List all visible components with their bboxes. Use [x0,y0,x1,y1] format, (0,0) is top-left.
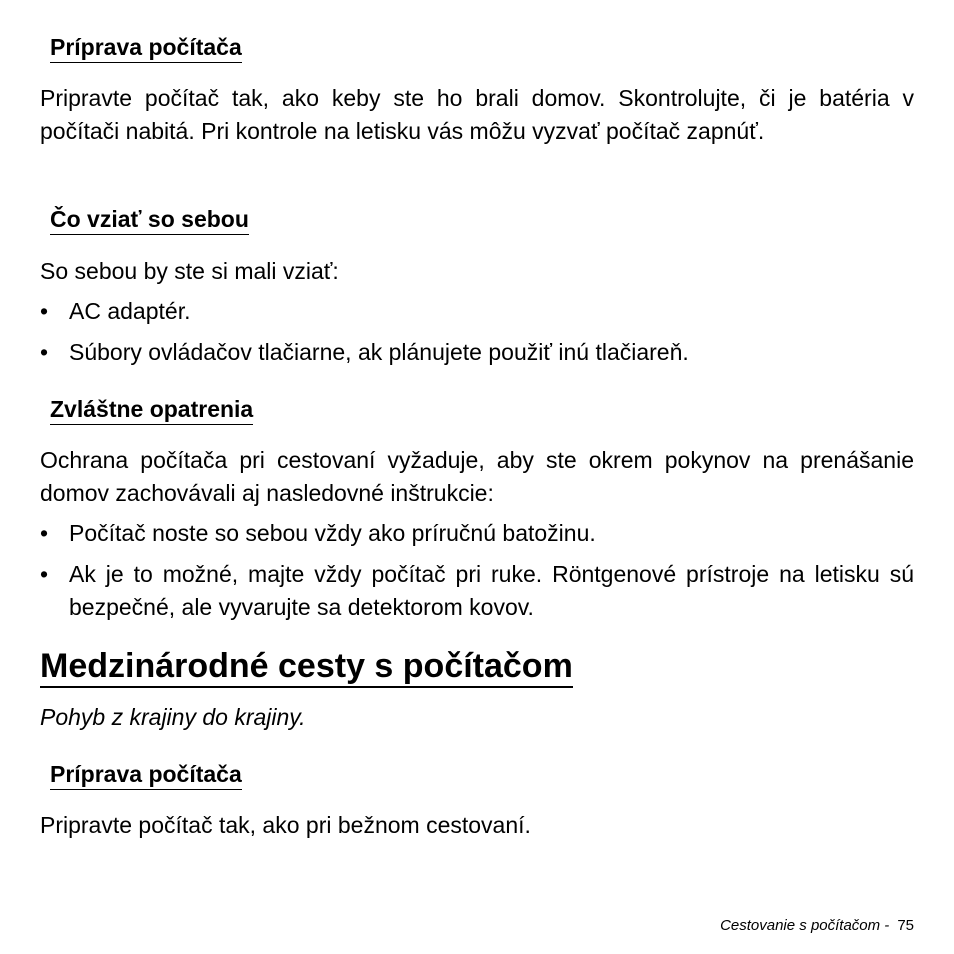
list-item-prirucna-batozina [40,517,914,550]
list-item-text: Počítač noste so sebou vždy ako príručnú batožinu. [69,520,596,546]
bullet-glyph: • [40,339,49,365]
page-number: 75 [897,917,914,934]
paragraph-priprava-pocitaca: Pripravte počítač tak, ako keby ste ho brali domov. Skontrolujte, či je batéria v počítači nabitá. Pri kontrole na letisku vás môžu vyzvať počítač zapnúť. [40,85,914,144]
list-item-ac-adapter [40,295,914,328]
list-item-printer-drivers [40,336,914,369]
list-item-rontgenove-pristroje [40,558,914,624]
paragraph-zvlastne-opatrenia: Ochrana počítača pri cestovaní vyžaduje, aby ste okrem pokynov na prenášanie domov zachovávali aj nasledovné inštrukcie: [40,447,914,506]
heading-priprava-pocitaca-2: Príprava počítača [50,761,242,790]
heading-co-vziat-so-sebou: Čo vziať so sebou [50,206,249,235]
paragraph-priprava-pocitaca-2: Pripravte počítač tak, ako pri bežnom cestovaní. [40,812,531,838]
list-item-text: AC adaptér. [69,298,191,324]
heading-priprava-pocitaca: Príprava počítača [50,34,242,63]
bullet-glyph: • [40,520,49,546]
paragraph-co-vziat: So sebou by ste si mali vziať: [40,258,339,284]
list-item-text: Súbory ovládačov tlačiarne, ak plánujete použiť inú tlačiareň. [69,339,689,365]
heading-zvlastne-opatrenia: Zvláštne opatrenia [50,396,253,425]
bullet-glyph: • [40,561,49,587]
heading-medzinarodne-cesty: Medzinárodné cesty s počítačom [40,647,573,688]
page-footer [720,916,914,936]
list-item-text: Ak je to možné, majte vždy počítač pri ruke. Röntgenové prístroje na letisku sú bezpečné, ale vyvarujte sa detektorom kovov. [69,561,914,620]
paragraph-medzinarodne-intro: Pohyb z krajiny do krajiny. [40,704,306,730]
footer-chapter-title: Cestovanie s počítačom - [720,917,890,934]
bullet-glyph: • [40,298,49,324]
